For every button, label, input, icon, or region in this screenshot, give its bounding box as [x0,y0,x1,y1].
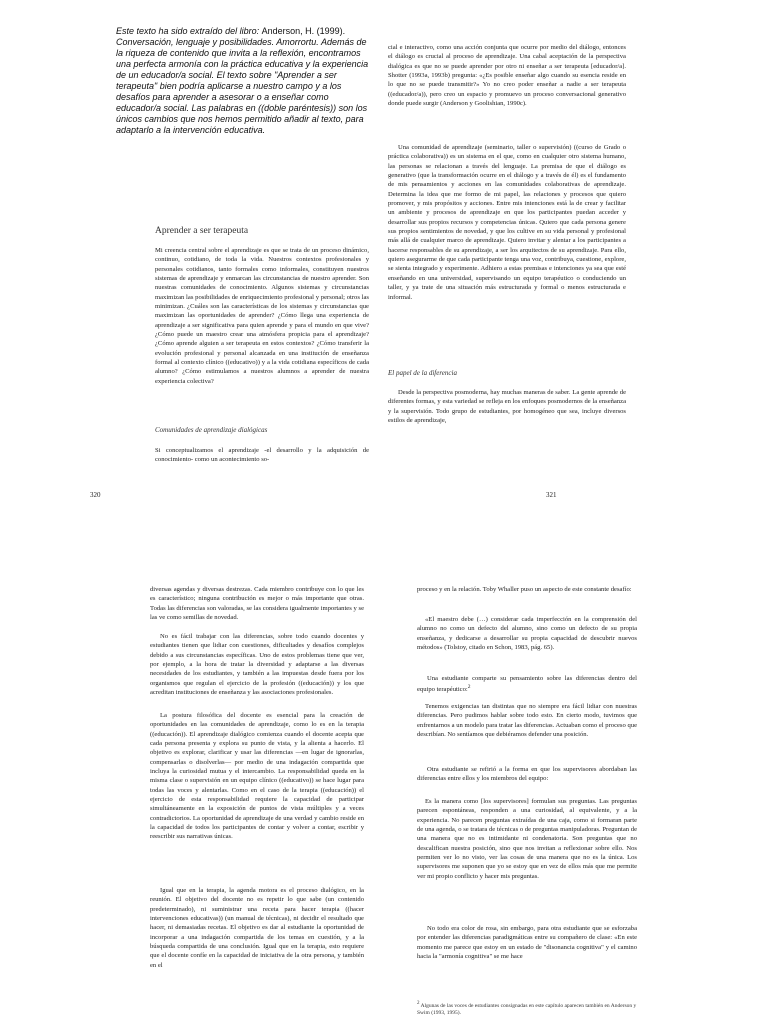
paragraph: Otra estudiante se refirió a la forma en que los supervisores abordaban las diferencias entre ellos y los miembros del equipo: [417,766,637,783]
page-321 [384,0,768,512]
intro-citation: Anderson, H. (1999). [261,26,346,36]
paragraph: cial e interactivo, como una acción conjunta que ocurre por medio del diálogo, entonces el diálogo es crucial al proceso de aprendizaje. Una cabal aceptación de la perspectiva dialógica es que no se puede aprender por otro ni enseñar a ser terapeuta [educador/a]. Shotter (1993a, 1993b) pregunta: «¿Es posible enseñar algo cuando su esencia reside en lo que no se puede transmitir?» Yo no creo poder enseñar a nadie a ser terapeuta ((educador/a)), pero creo un espacio y promuevo un proceso conversacional generativo donde puede surgir (Anderson y Goolishian, 1990c). [388,44,626,108]
footnote [417,1000,637,1017]
chapter-heading: Aprender a ser terapeuta [155,226,249,236]
paragraph: Una comunidad de aprendizaje (seminario, taller o supervisión) ((curso de Grado o práctica colaborativa)) es un sistema en el que, como en cualquier otro sistema humano, las personas se relacionan a través del lenguaje. La premisa de que el diálogo es generativo (que la transformación ocurre en el diálogo y a través de él) es el fundamento de mis pensamientos y acciones en las comunidades colaborativas de aprendizaje. Determina la idea que me formo de mi papel, las relaciones y procesos que quiero promover, y mis propósitos y acciones. Entre mis intenciones está la de crear y facilitar un ambiente y procesos de aprendizaje en que los participantes puedan acceder y desarrollar sus propios recursos y competencias únicas. Quiero que cada persona genere sus propios sentimientos de novedad, y que los cultive en su vida personal y profesional más allá de cualquier marco de aprendizaje. Quiero invitar y alentar a los participantes a hacerse responsables de su aprendizaje, a ser los arquitectos de su aprendizaje. Para ello, quiero asegurarme de que cada participante tenga una voz, contribuya, cuestione, explore, se sienta integrado y experimente. Adhiero a estas premisas e intenciones ya sea que esté enseñando en una universidad, supervisando un equipo terapéutico o conduciendo un taller, y ya trate de una situación más estructurada y formal o menos estructurada e informal. [388,144,626,301]
paragraph: diversas agendas y diversas destrezas. Cada miembro contribuye con lo que les es característico; ninguna contribución es mejor o más importante que otras. Todas las diferencias son valoradas, se las considera igualmente importantes y se las ve como semillas de novedad. [150,586,364,622]
paragraph: La postura filosófica del docente es esencial para la creación de oportunidades en las comunidades de aprendizaje, como lo es en la terapia ((educación)). El aprendizaje dialógico comienza cuando el docente acepta que cada persona presenta y explora su punto de vista, y la alienta a hacerlo. El objetivo es explorar, clarificar y usar las diferencias —en lugar de ignorarlas, compensarlas o disolverlas— por medio de una indagación compartida que incluya la curiosidad mutua y el intercambio. La responsabilidad queda en la misma clase o supervisión en un equipo clínico ((educativo)) se hace lugar para todas las voces y alentarlas. Como en el caso de la terapia ((educación)) el ejercicio de esta responsabilidad requiere la capacidad de participar simultáneamente en la exposición de puntos de vista múltiples y a veces contradictorios. La oportunidad de aprendizaje de una verdad y cambio reside en la capacidad de todos los participantes de contar y volver a contar, escribir y reescribir sus narrativas únicas. [150,712,364,841]
footnote-text: Algunas de las voces de estudiantes consignadas en este capítulo aparecen también en Anderson y Swim (1993, 1995). [417,1002,637,1016]
paragraph: Si conceptualizamos el aprendizaje -el desarrollo y la adquisición de conocimiento- como un acontecimiento so- [155,447,369,464]
page-number: 320 [90,491,101,499]
section-subheading: El papel de la diferencia [388,369,457,377]
block-quote: «El maestro debe (…) considerar cada imperfección en la comprensión del alumno no como un defecto del alumno, sino como un defecto de su propia enseñanza, y dedicarse a desarrollar su propia capacidad de descubrir nuevos métodos» (Tolstoy, citado en Schon, 1983, pág. 65). [417,616,637,652]
paragraph: proceso y en la relación. Toby Whaller puso un aspecto de este constante desafío: [417,586,632,593]
block-quote: Tenemos exigencias tan distintas que no siempre era fácil lidiar con nuestras diferencias. Pero pudimos hablar sobre todo esto. En cierto modo, tuvimos que enfrentarnos a un modelo para tratar las diferencias. Actuaban como el proceso que describían. No sentíamos que debiéramos defender una posición. [417,703,637,739]
paragraph-text: Una estudiante comparte su pensamiento sobre las diferencias dentro del equipo terapéutico: [417,675,637,694]
page-320 [0,0,384,512]
intro-text: Conversación, lenguaje y posibilidades. Amorrortu. Además de la riqueza de contenido que invita a la reflexión, encontramos una perfecta armonía con la práctica educativa y la experiencia de un educador/a social. El texto sobre "Aprender a ser terapeuta" bien podría aplicarse a nuestro campo y a los desafíos para aprender a asesorar o a enseñar como educador/a social. Las palabras en ((doble paréntesis)) son los únicos cambios que nos hemos permitido añadir al texto, para adaptarlo a la intervención educativa. [116,37,369,135]
paragraph: Desde la perspectiva posmoderna, hay muchas maneras de saber. La gente aprende de diferentes formas, y esta variedad se refleja en los enfoques posmodernos de la enseñanza y la supervisión. Todo grupo de estudiantes, por homogéneo que sea, incluye diversos estilos de aprendizaje, [388,389,626,425]
paragraph: No es fácil trabajar con las diferencias, sobre todo cuando docentes y estudiantes tienen que lidiar con cuestiones, dificultades y desafíos complejos debido a sus circunstancias específicas. Uno de estos problemas tiene que ver, por ejemplo, a la hora de tratar la diversidad y adaptarse a las diversas necesidades de los estudiantes, y también a las impuestas desde fuera por los organismos que regulan el ejercicio de la profesión ((educación)) y los que acreditan instituciones de enseñanza y las asociaciones profesionales. [150,633,364,697]
block-quote: Es la manera como [los supervisores] formulan sus preguntas. Las preguntas parecen espontáneas, responden a una curiosidad, al equivalente, y a la experiencia. No parecen preguntas extraídas de una caja, como si formaran parte de una agenda, o se tratara de técnicas o de preguntas manipuladoras. Preguntan de una manera que no es intimidante ni condenatoria. Son preguntas que no descalifican nuestra posición, sino que nos invitan a reflexionar sobre ello. Nos permiten ver lo no visto, ver las cosas de una manera que no es la única. Los supervisores me suponen que yo se estoy que en vez de ellos más que me permite ver mi propio conflicto y hacer mis preguntas. [417,798,637,880]
page-bottom-right [384,512,768,1024]
intro-note [116,26,374,136]
intro-lead: Este texto ha sido extraído del libro: [116,26,260,36]
paragraph: No todo era color de rosa, sin embargo, para otra estudiante que se esforzaba por entender las diferencias paradigmáticas entre su compañero de clase: «En este momento me parece que estoy en un estado de "disonancia cognitiva" y el camino hacia la "armonía cognitiva" se me hace [417,925,637,961]
page-number: 321 [546,491,557,499]
section-subheading: Comunidades de aprendizaje dialógicas [155,426,268,434]
paragraph: Mi creencia central sobre el aprendizaje es que se trata de un proceso dinámico, continuo, cotidiano, de toda la vida. Nuestros contextos profesionales y personales cotidianos, tanto formales como informales, constituyen nuestros sistemas de aprendizaje y enmarcan las circunstancias de nuestro aprender. Son nuestras comunidades de conocimiento. Algunos sistemas y circunstancias maximizan las posibilidades de enriquecimiento profesional y personal; otros las minimizan. ¿Cuáles son las características de los sistemas y circunstancias que maximizan las oportunidades de aprender? ¿Cómo llega una experiencia de aprendizaje a ser significativa para quien aprende y para el mundo en que vive? ¿Cómo puede un maestro crear una atmósfera propicia para el aprendizaje? ¿Cómo aprende alguien a ser terapeuta en estos contextos? ¿Cómo transferir la evolución profesional y personal alcanzada en una institución de enseñanza formal al contexto clínico ((educativo)) y a la vida cotidiana específicos de cada alumno? ¿Cómo estimulamos a nuestros alumnos a aprender de nuestra experiencia colectiva? [155,247,369,385]
page-bottom-left [0,512,384,1024]
footnote-number: 2 [417,1001,420,1006]
paragraph: Igual que en la terapia, la agenda motora es el proceso dialógico, en la reunión. El objetivo del docente no es repetir lo que sabe (un contenido predeterminado), ni suministrar una receta para hacer terapia ((hacer intervenciones educativas)) (un manual de técnicas), ni decidir el resultado que hacer, ni demasiadas recetas. El objetivo es dar al estudiante la oportunidad de incorporar a una indagación compartida de los temas en cuestión, y a la búsqueda compartida de una conclusión. Igual que en la terapia, esto requiere que el docente confíe en la capacidad de iniciativa de la otra persona, y también en el [150,887,364,969]
footnote-ref: 2 [467,684,471,691]
paragraph [417,674,637,695]
